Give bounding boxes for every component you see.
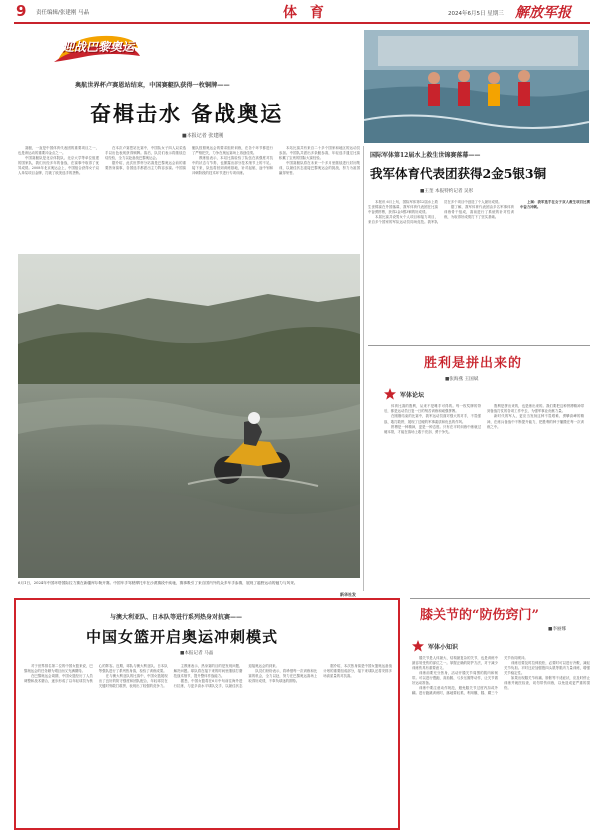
basketball-paragraph: 主教练表示，热身赛的目的是发现问题、解决问题。球队将在接下来的时间里继续打磨技战术细节，提升整体作战能力。 xyxy=(173,664,243,678)
commentary-paragraph: 胜利是拼出来的，也是练出来的。我们要把这种拼搏精神带到备战打仗的各项工作中去，为强军事业贡献力量。 xyxy=(487,404,584,414)
rally-photo-image xyxy=(18,254,360,578)
lead-kicker: 奥航世界杯卢赛恩站结束，中国赛艇队获得一枚铜牌—— xyxy=(75,82,230,89)
editors-line: 责任编辑/张建刚 马晶 xyxy=(36,10,90,16)
star-icon xyxy=(384,388,396,400)
lifesaving-photo xyxy=(364,30,589,143)
lead-paragraph: 本站比赛共有来自二十多个国家和地区的运动员参加。中国队共派出多条艇参赛，年轻选手通过比赛积累了宝贵的国际大赛经验。 xyxy=(279,146,360,160)
basketball-byline: ■本报记者 马晶 xyxy=(180,651,214,656)
commentary-rule-top xyxy=(368,345,590,346)
sidebar-byline: ■王奎 本报特约记者 吴彤 xyxy=(420,189,474,194)
commentary-headline: 胜利是拼出来的 xyxy=(424,356,523,371)
sidebar-paragraph: 据了解，我军体育代表团由多名军事体育训练骨干组成，赛前进行了系统的针对性训练，为取得好成绩打下了坚实基础。 xyxy=(444,205,514,219)
basketball-kicker: 与澳大利亚队、日本队等进行系列热身对抗赛—— xyxy=(110,614,243,621)
basketball-paragraph: 对于世界排名第二位的中国女篮来说，巴黎奥运会的任务颇为艰巨而又充满期待。 xyxy=(24,664,93,673)
masthead xyxy=(0,0,607,22)
basketball-paragraph: 据介绍，本次热身赛是中国女篮奥运备战计划的重要组成部分，接下来球队还将安排多场高质量的对抗赛。 xyxy=(323,664,392,678)
lead-headline: 奋楫击水 备战奥运 xyxy=(90,101,284,126)
basketball-headline: 中国女篮开启奥运冲刺模式 xyxy=(86,628,279,646)
commentary-byline: ■张海燕 王国斌 xyxy=(445,377,479,382)
issue-date: 2024年6月5日 星期三 xyxy=(448,11,504,17)
basketball-paragraph: 据悉，中国女篮将在6月中旬前往海外进行拉练，与更多高水平球队交手，以最佳状态迎接奥运会的到来。 xyxy=(173,664,279,688)
commentary-paragraph: 体育比赛的胜利，从来不是唾手可得的。每一枚奖牌的背后，都是运动员日复一日的刻苦训练和顽强拼搏。 xyxy=(384,404,481,414)
commentary-tag-label: 军体论坛 xyxy=(400,392,425,399)
column-tag-title: 迎战巴黎奥运 xyxy=(62,40,135,54)
lead-byline: ■本报记者 张建刚 xyxy=(182,133,224,139)
knowledge-tag-label: 军体小知识 xyxy=(428,644,459,651)
lead-body xyxy=(18,146,360,250)
column-divider xyxy=(363,146,364,591)
knowledge-paragraph: 如果出现膝关节疼痛、肿胀等不适症状，应及时停止训练并就医检查，切勿带伤训练，以免造成更严重的损伤。 xyxy=(504,676,590,690)
lead-paragraph: 教练组表示，本站比赛检验了队伍在高强度对抗中的状态与节奏，也暴露出部分技术细节上的不足。接下来，队伍将回到训练基地，针对起航、途中划和冲刺阶段的技术环节进行专项训练。 xyxy=(192,156,273,175)
basketball-paragraph: 在与澳大利亚队的比赛中，中国女篮展现出了良好的防守强度和团队配合，年轻球员在关键时刻敢打敢拼，表现出了较强的竞争力。 xyxy=(98,674,168,688)
sidebar-note: 上图：我军选手在女子双人救生项目比赛中奋力冲刺。 xyxy=(520,200,590,209)
commentary-paragraph: 拼搏是一种精神，更是一种态度。只有在平时训练中练就过硬本领，才能在赛场上敢于亮剑、勇于争先。 xyxy=(384,424,481,435)
column-tag-banner xyxy=(52,30,142,66)
commentary-tag xyxy=(384,388,454,400)
sidebar-kicker: 国际军体第12届水上救生世锦赛落幕—— xyxy=(370,152,481,159)
photo-caption: 6月1日，2024年中国环塔国际拉力赛在新疆库尔勒开赛。中国车手驾驶摩托车在沙漠赛段中疾驰，赛事吸引了来自国内外的众多车手参赛，展现了越野运动的魅力与风采。 xyxy=(18,581,298,585)
knowledge-paragraph: 训练中要注意动作规范，避免膝关节过度内扣或外翻。进行跑跳训练时，落地要轻柔，利用髋、膝、踝三个关节协同缓冲。 xyxy=(412,656,528,695)
newspaper-logo: 解放军报 xyxy=(515,5,571,21)
lead-paragraph: 赛艇，一直是中国体育代表团的重要项目之一，也是该运动的重要冲金点之一。 xyxy=(18,146,99,155)
knowledge-headline: 膝关节的“防伤窍门” xyxy=(420,608,539,623)
masthead-rule xyxy=(14,22,590,24)
rally-photo xyxy=(18,254,360,578)
knowledge-paragraph: 膝关节是人体最大、结构最复杂的关节，也是训练中最容易受伤的部位之一。掌握正确的防护方法，对于减少训练伤具有重要意义。 xyxy=(412,656,498,670)
basketball-paragraph: 队员们纷纷表示，将珍惜每一次训练和比赛的机会，全力以赴，努力在巴黎奥运赛场上取得好成绩，不辜负球迷的期待。 xyxy=(248,669,318,683)
sidebar-body xyxy=(368,200,590,336)
knowledge-body xyxy=(412,656,590,826)
lead-paragraph: 在本次卢赛恩站比赛中，中国队女子四人双桨选手以出色表现获得铜牌。赛后，队员们表示将继续总结经验，全力以赴备战巴黎奥运会。 xyxy=(105,146,186,160)
photo-credit: 新华社发 xyxy=(340,592,356,597)
knowledge-byline: ■李丽娜 xyxy=(548,627,567,632)
knowledge-paragraph: 训练前要充分热身，活动开膝关节周围的肌肉和韧带。可以进行慢跑、高抬腿、弓步压腿等动作，让关节做好运动准备。 xyxy=(412,671,498,685)
basketball-body xyxy=(24,664,392,822)
lead-paragraph: 中国赛艇队是北京体院队、北京大学等单位组建的国家队，我们历经多年的备战，在赛事中取得了优异成绩。2008年北京奥运会上，中国组合获得女子双人单桨项目金牌，打破了欧美选手的垄断。 xyxy=(18,156,99,175)
commentary-body xyxy=(384,404,584,580)
sidebar-paragraph: 本届比赛共设男女个人项目和接力项目，来自多个国家的军队运动员同场竞技。我军队员在多个项目中创造了个人最好成绩。 xyxy=(368,200,502,224)
sidebar-headline: 我军体育代表团获得2金5银3铜 xyxy=(370,166,547,181)
commentary-paragraph: 新时代的军人，更应当发扬这种不畏艰难、勇攀高峰的精神，在练兵备战中不断提升能力，把胜利的种子播撒在每一次训练之中。 xyxy=(487,414,584,429)
star-icon xyxy=(412,640,424,652)
page-number: 9 xyxy=(16,2,27,20)
section-title: 体 育 xyxy=(283,5,328,21)
knowledge-rule-top xyxy=(410,598,590,599)
knowledge-paragraph: 训练后要及时拉伸放松，必要时可以进行冷敷，减轻关节负担。平时还应加强股四头肌等肌肉力量训练，增强关节稳定性。 xyxy=(504,661,590,675)
lead-paragraph: 据介绍，此次世界杯分站赛是巴黎奥运会前的重要热身赛事，各国选手都派出主力阵容参赛。中国赛艇队按照奥运会的要求组织训练，在各个环节都进行了严格把关，力争在奥运赛场上再创佳绩。 xyxy=(105,146,273,170)
lead-paragraph: 中国赛艇队将在未来一个多月里继续进行封闭集训，以最佳状态迎接巴黎奥运会的挑战，努力为祖国赢得荣誉。 xyxy=(279,161,360,175)
commentary-paragraph: 在刚刚结束的比赛中，我军运动员面对强大的对手，不畏强敌、敢打敢拼，展现了过硬的军事素质和优良的作风。 xyxy=(384,414,481,424)
knowledge-tag xyxy=(412,640,502,652)
basketball-paragraph: 在巴黎奥运会周期，中国女篮经历了人员调整和战术磨合，逐步形成了以年轻球员为核心的阵容。近期，球队与澳大利亚队、日本队等强队进行了系列热身赛，检验了训练成果。 xyxy=(24,664,168,683)
lifesaving-photo-image xyxy=(364,30,589,143)
sidebar-paragraph: 本报讯 6月上旬，国际军体第12届水上救生世锦赛在外国落幕，我军体育代表团在比赛中奋勇拼搏，获得2金5银3铜的好成绩。 xyxy=(368,200,438,214)
